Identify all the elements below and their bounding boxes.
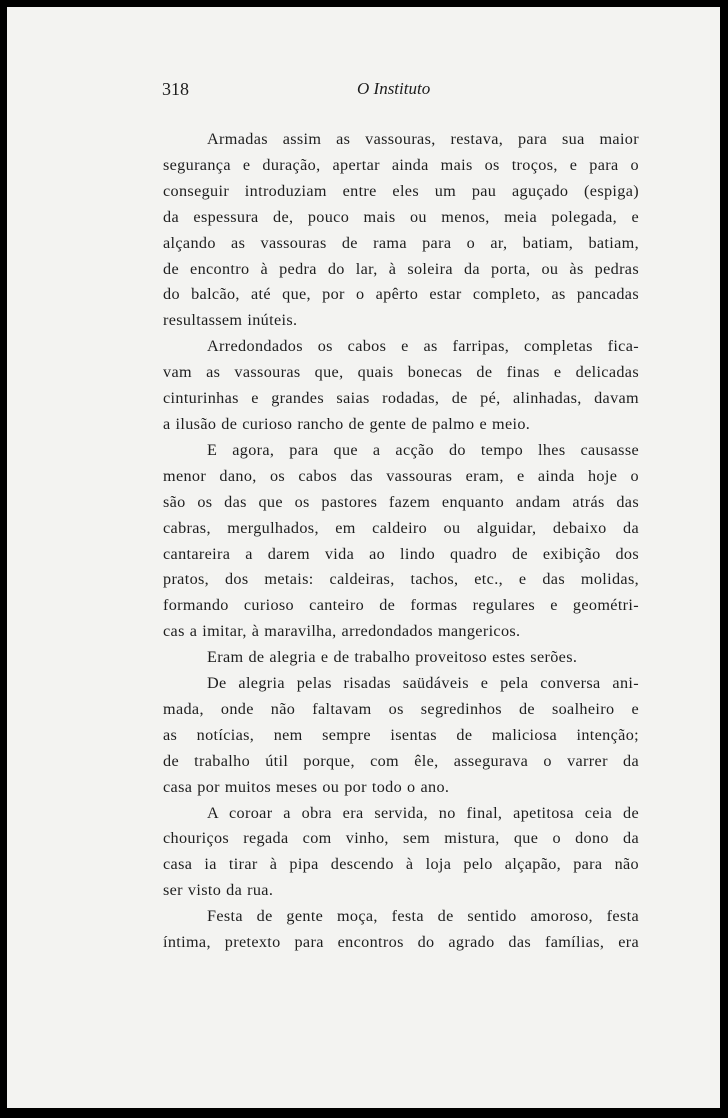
text-line: menor dano, os cabos das vassouras eram, e ainda hoje o: [163, 466, 639, 485]
text-line: vam as vassouras que, quais bonecas de finas e delicadas: [163, 363, 639, 382]
running-title: O Instituto: [357, 79, 431, 98]
paragraph: [163, 645, 639, 671]
page-number: 318: [162, 79, 189, 99]
paragraph: [163, 127, 639, 334]
text-line: Arredondados os cabos e as farripas, completas fica-: [207, 337, 639, 356]
paragraph: [163, 801, 639, 905]
text-line: resultassem inúteis.: [163, 311, 298, 330]
text-line: pratos, dos metais: caldeiras, tachos, etc., e das molidas,: [163, 570, 639, 589]
text-line: Armadas assim as vassouras, restava, para sua maior: [207, 130, 639, 148]
text-line: de trabalho útil porque, com êle, assegurava o varrer da: [163, 751, 639, 770]
text-line: E agora, para que a acção do tempo lhes causasse: [207, 440, 639, 459]
text-line: casa ia tirar à pipa descendo à loja pelo alçapão, para não: [163, 855, 639, 874]
text-line: De alegria pelas risadas saüdáveis e pela conversa ani-: [207, 674, 639, 693]
text-line: ser visto da rua.: [163, 881, 274, 900]
text-line: Festa de gente moça, festa de sentido amoroso, festa: [207, 907, 639, 926]
body-text: [163, 127, 639, 956]
text-line: de encontro à pedra do lar, à soleira da porta, ou às pedras: [163, 259, 639, 278]
text-line: Eram de alegria e de trabalho proveitoso estes serões.: [207, 648, 578, 667]
paragraph: [163, 904, 639, 956]
text-line: alçando as vassouras de rama para o ar, batiam, batiam,: [163, 233, 639, 252]
paragraph: [163, 671, 639, 801]
text-line: chouriços regada com vinho, sem mistura, que o dono da: [163, 829, 639, 848]
text-line: da espessura de, pouco mais ou menos, meia polegada, e: [163, 207, 639, 226]
paragraph: [163, 334, 639, 438]
book-page: [7, 7, 720, 1108]
text-line: formando curioso canteiro de formas regulares e geométri-: [163, 596, 639, 615]
text-line: a ilusão de curioso rancho de gente de palmo e meio.: [163, 414, 531, 433]
text-line: cinturinhas e grandes saias rodadas, de pé, alinhadas, davam: [163, 389, 639, 408]
page-header: [162, 79, 622, 103]
paragraph: [163, 438, 639, 645]
text-line: segurança e duração, apertar ainda mais os troços, e para o: [163, 155, 639, 174]
text-line: cas a imitar, à maravilha, arredondados mangericos.: [163, 622, 521, 641]
text-line: as notícias, nem sempre isentas de maliciosa intenção;: [163, 725, 639, 744]
text-line: do balcão, até que, por o apêrto estar completo, as pancadas: [163, 285, 639, 304]
text-line: conseguir introduziam entre eles um pau aguçado (espiga): [163, 181, 639, 200]
text-line: íntima, pretexto para encontros do agrado das famílias, era: [163, 933, 639, 952]
text-line: cantareira a darem vida ao lindo quadro de exibição dos: [163, 544, 639, 563]
text-line: A coroar a obra era servida, no final, apetitosa ceia de: [207, 803, 639, 822]
text-line: casa por muitos meses ou por todo o ano.: [163, 777, 450, 796]
text-line: mada, onde não faltavam os segredinhos de soalheiro e: [163, 699, 639, 718]
text-line: cabras, mergulhados, em caldeiro ou alguidar, debaixo da: [163, 518, 639, 537]
text-line: são os das que os pastores fazem enquanto andam atrás das: [163, 492, 639, 511]
